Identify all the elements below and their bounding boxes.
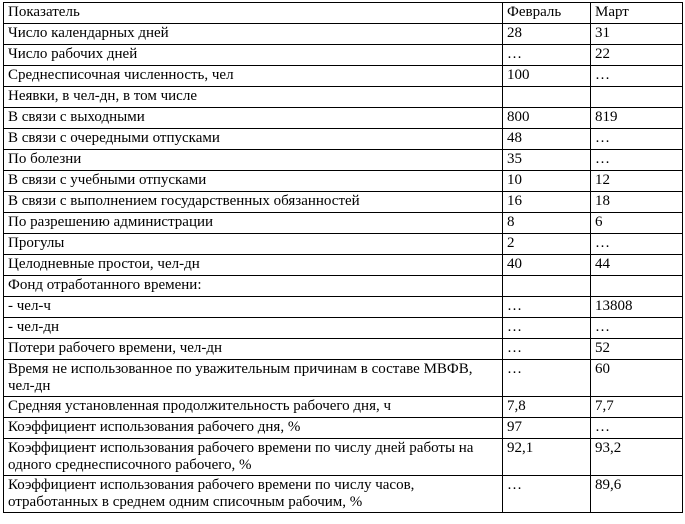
row-mar: 22 — [591, 45, 683, 66]
row-mar: 12 — [591, 171, 683, 192]
header-march: Март — [591, 3, 683, 24]
row-mar: 44 — [591, 255, 683, 276]
row-feb: 35 — [503, 150, 591, 171]
row-feb: … — [503, 476, 591, 513]
row-label: - чел-дн — [4, 318, 503, 339]
row-mar: 18 — [591, 192, 683, 213]
row-feb: 10 — [503, 171, 591, 192]
row-mar: 819 — [591, 108, 683, 129]
row-mar: … — [591, 234, 683, 255]
row-mar: … — [591, 66, 683, 87]
row-mar: 89,6 — [591, 476, 683, 513]
table-row — [4, 234, 683, 255]
row-mar: 93,2 — [591, 439, 683, 476]
table-row — [4, 213, 683, 234]
row-mar: … — [591, 150, 683, 171]
table-row — [4, 192, 683, 213]
row-mar: 13808 — [591, 297, 683, 318]
row-label: В связи с очередными отпусками — [4, 129, 503, 150]
row-feb: 800 — [503, 108, 591, 129]
row-feb: … — [503, 339, 591, 360]
table-row — [4, 108, 683, 129]
row-label: Прогулы — [4, 234, 503, 255]
header-row — [4, 3, 683, 24]
row-label: Средняя установленная продолжительность рабочего дня, ч — [4, 397, 503, 418]
row-label: В связи с выполнением государственных обязанностей — [4, 192, 503, 213]
row-label: В связи с выходными — [4, 108, 503, 129]
row-feb: … — [503, 297, 591, 318]
header-february: Февраль — [503, 3, 591, 24]
table-row — [4, 339, 683, 360]
row-mar: 7,7 — [591, 397, 683, 418]
data-table — [3, 2, 683, 513]
row-feb: 16 — [503, 192, 591, 213]
row-label: По болезни — [4, 150, 503, 171]
row-label: Число календарных дней — [4, 24, 503, 45]
row-feb: … — [503, 318, 591, 339]
table-row — [4, 45, 683, 66]
table-row — [4, 297, 683, 318]
row-label: Число рабочих дней — [4, 45, 503, 66]
row-mar: 52 — [591, 339, 683, 360]
table-row — [4, 129, 683, 150]
row-mar: … — [591, 318, 683, 339]
row-feb: 2 — [503, 234, 591, 255]
table-row — [4, 397, 683, 418]
table-body — [4, 24, 683, 513]
row-feb: 40 — [503, 255, 591, 276]
row-feb: 7,8 — [503, 397, 591, 418]
table-row — [4, 24, 683, 45]
table-row — [4, 255, 683, 276]
row-mar: 60 — [591, 360, 683, 397]
table-row — [4, 476, 683, 513]
row-label: Целодневные простои, чел-дн — [4, 255, 503, 276]
row-feb: … — [503, 360, 591, 397]
row-feb: 92,1 — [503, 439, 591, 476]
table-row — [4, 360, 683, 397]
row-label: Фонд отработанного времени: — [4, 276, 503, 297]
row-label: - чел-ч — [4, 297, 503, 318]
row-feb — [503, 87, 591, 108]
header-indicator: Показатель — [4, 3, 503, 24]
row-mar: … — [591, 129, 683, 150]
row-label: Коэффициент использования рабочего времени по числу дней работы на одного среднесписочного рабочего, % — [4, 439, 503, 476]
table-row — [4, 87, 683, 108]
row-feb: 48 — [503, 129, 591, 150]
row-label: Коэффициент использования рабочего дня, % — [4, 418, 503, 439]
row-feb: 97 — [503, 418, 591, 439]
table-row — [4, 276, 683, 297]
row-label: В связи с учебными отпусками — [4, 171, 503, 192]
row-label: Потери рабочего времени, чел-дн — [4, 339, 503, 360]
row-label: Время не использованное по уважительным причинам в составе МВФВ, чел-дн — [4, 360, 503, 397]
row-mar — [591, 87, 683, 108]
row-mar: 31 — [591, 24, 683, 45]
row-feb: … — [503, 45, 591, 66]
row-feb — [503, 276, 591, 297]
row-label: Среднесписочная численность, чел — [4, 66, 503, 87]
table-row — [4, 439, 683, 476]
row-label: По разрешению администрации — [4, 213, 503, 234]
row-feb: 100 — [503, 66, 591, 87]
table-row — [4, 171, 683, 192]
row-mar: … — [591, 418, 683, 439]
row-label: Неявки, в чел-дн, в том числе — [4, 87, 503, 108]
row-feb: 8 — [503, 213, 591, 234]
row-label: Коэффициент использования рабочего времени по числу часов, отработанных в среднем одним списочным рабочим, % — [4, 476, 503, 513]
row-mar — [591, 276, 683, 297]
table-row — [4, 66, 683, 87]
row-feb: 28 — [503, 24, 591, 45]
table-row — [4, 418, 683, 439]
table-row — [4, 318, 683, 339]
table-row — [4, 150, 683, 171]
row-mar: 6 — [591, 213, 683, 234]
